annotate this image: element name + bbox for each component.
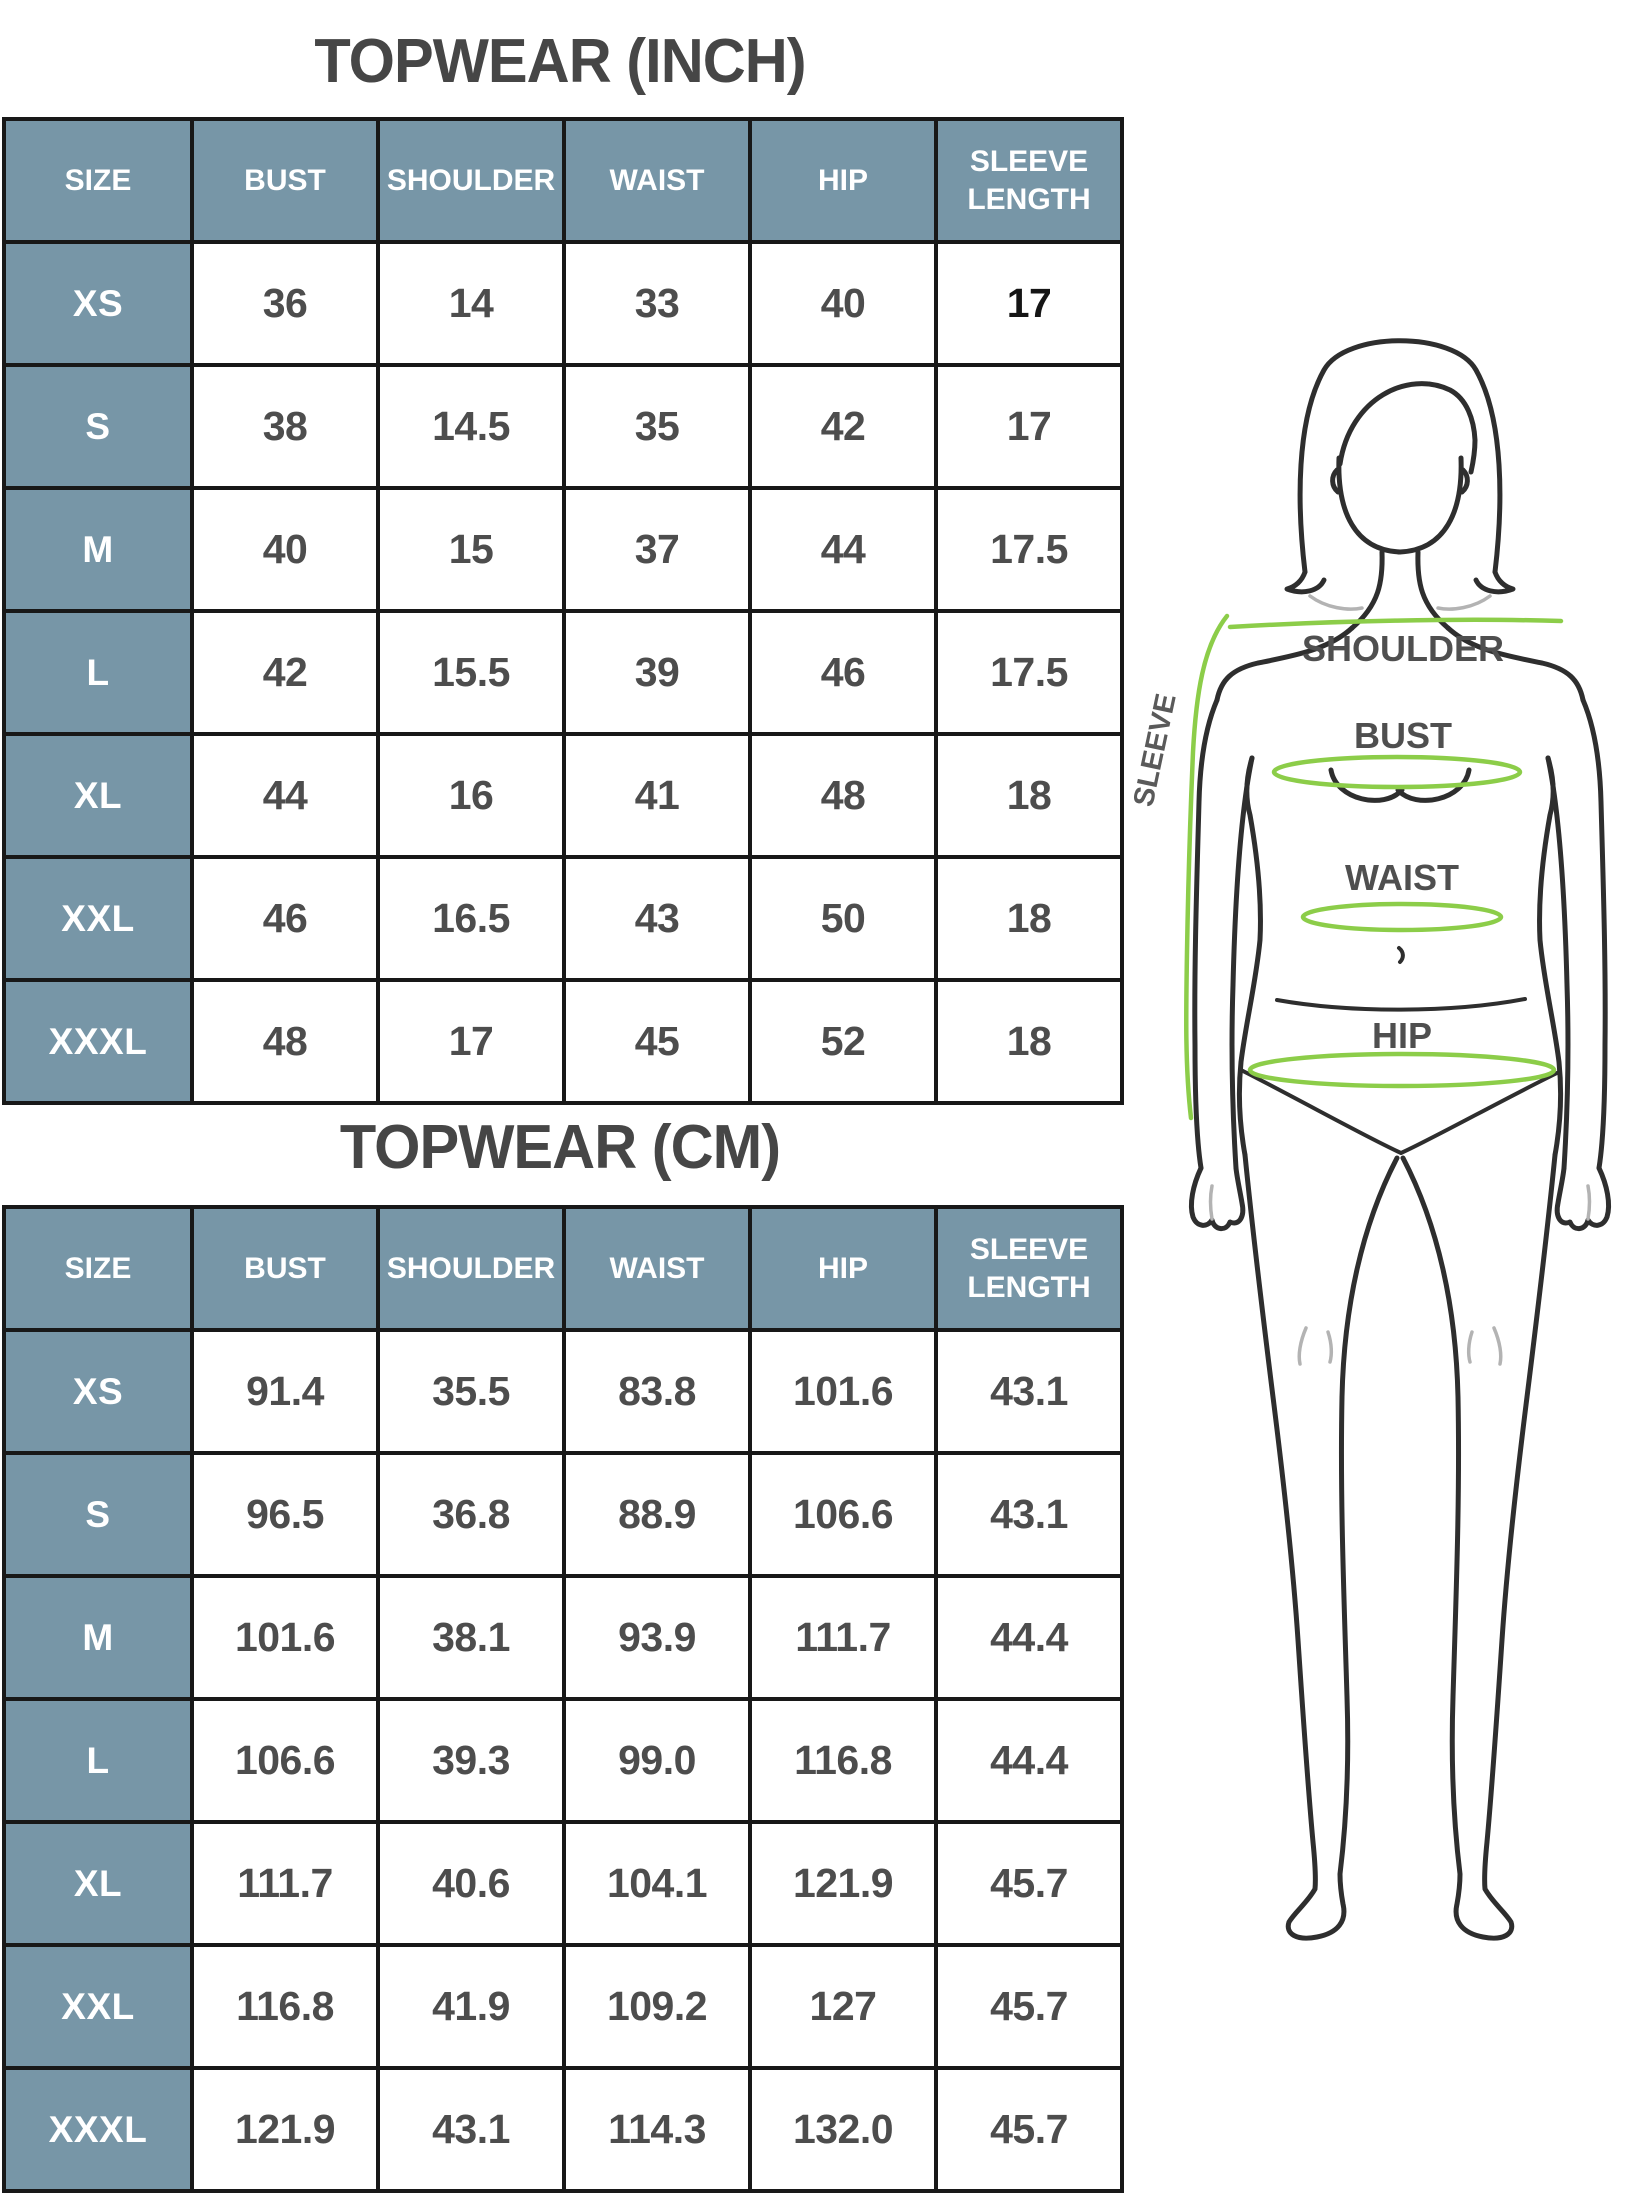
table-row [4,1453,1122,1576]
data-cell: 127 [750,1945,936,2068]
header-row [4,1207,1122,1330]
navel [1399,948,1403,962]
data-cell: 132.0 [750,2068,936,2191]
size-label: XL [4,1822,192,1945]
hand-left [1191,1168,1242,1229]
size-label: S [4,365,192,488]
data-cell: 43 [564,857,750,980]
table-row [4,1945,1122,2068]
table-row [4,1699,1122,1822]
column-header-bust: BUST [192,1207,378,1330]
data-cell: 42 [750,365,936,488]
hair-outline [1300,341,1500,572]
chart-title-inch: TOPWEAR (INCH) [314,27,806,96]
data-cell: 48 [750,734,936,857]
data-cell: 114.3 [564,2068,750,2191]
size-label: L [4,611,192,734]
data-cell: 106.6 [750,1453,936,1576]
data-cell: 44 [192,734,378,857]
size-label: M [4,1576,192,1699]
data-cell: 116.8 [750,1699,936,1822]
data-cell: 121.9 [192,2068,378,2191]
column-header-shoulder: SHOULDER [378,1207,564,1330]
hip-label: HIP [1371,1015,1433,1056]
data-cell: 41 [564,734,750,857]
data-cell: 111.7 [750,1576,936,1699]
leg-left [1245,1155,1397,1938]
data-cell: 17 [936,365,1122,488]
data-cell: 104.1 [564,1822,750,1945]
knee-mark-left-b [1328,1332,1331,1362]
topwear-inch-table [2,117,1124,1105]
column-header-hip: HIP [750,119,936,242]
table-row [4,611,1122,734]
data-cell: 121.9 [750,1822,936,1945]
size-label: S [4,1453,192,1576]
size-label: XXL [4,857,192,980]
data-cell: 38 [192,365,378,488]
chart-title-cm: TOPWEAR (CM) [339,1113,781,1182]
data-cell: 16 [378,734,564,857]
table-row [4,1822,1122,1945]
column-header-waist: WAIST [564,119,750,242]
data-cell: 101.6 [750,1330,936,1453]
hair-flip-right [1476,572,1513,592]
arm-right-outer [1583,700,1605,1168]
data-cell: 48 [192,980,378,1103]
panty-top-line [1277,999,1525,1010]
data-cell: 46 [192,857,378,980]
header-row [4,119,1122,242]
data-cell: 36.8 [378,1453,564,1576]
data-cell: 14.5 [378,365,564,488]
table-row [4,365,1122,488]
column-header-size: SIZE [4,1207,192,1330]
data-cell: 16.5 [378,857,564,980]
column-header-waist: WAIST [564,1207,750,1330]
bust-label: BUST [1354,715,1452,756]
size-label: XXXL [4,980,192,1103]
collarbone-left [1310,596,1362,609]
table-row [4,857,1122,980]
body-figure-svg [1100,300,1652,1950]
data-cell: 40.6 [378,1822,564,1945]
data-cell: 50 [750,857,936,980]
data-cell: 33 [564,242,750,365]
data-cell: 42 [192,611,378,734]
sleeve-label: SLEEVE [1127,690,1183,810]
data-cell: 43.1 [936,1453,1122,1576]
neck-right [1418,552,1448,628]
shoulder-measure-line [1230,620,1561,627]
waist-measure-ellipse [1303,904,1501,930]
figure-detail-lines [1211,596,1590,1364]
data-cell: 45.7 [936,2068,1122,2191]
table-row [4,242,1122,365]
data-cell: 45.7 [936,1822,1122,1945]
column-header-sleeve-length: SLEEVE LENGTH [936,119,1122,242]
data-cell: 17.5 [936,488,1122,611]
collarbone-right [1438,596,1490,609]
arm-left-outer [1195,700,1217,1168]
column-header-hip: HIP [750,1207,936,1330]
size-label: L [4,1699,192,1822]
data-cell: 93.9 [564,1576,750,1699]
data-cell: 36 [192,242,378,365]
body-measurement-diagram [1100,300,1652,1950]
data-cell: 45 [564,980,750,1103]
data-cell: 39.3 [378,1699,564,1822]
data-cell: 83.8 [564,1330,750,1453]
size-label: XS [4,1330,192,1453]
data-cell: 37 [564,488,750,611]
data-cell: 96.5 [192,1453,378,1576]
data-cell: 43.1 [378,2068,564,2191]
hand-right [1557,1168,1608,1229]
size-label: XL [4,734,192,857]
figure-outline [1191,341,1608,1938]
data-cell: 17.5 [936,611,1122,734]
data-cell: 109.2 [564,1945,750,2068]
data-cell: 38.1 [378,1576,564,1699]
finger-line-right [1588,1186,1590,1219]
data-cell: 99.0 [564,1699,750,1822]
data-cell: 101.6 [192,1576,378,1699]
data-cell: 111.7 [192,1822,378,1945]
table-row [4,2068,1122,2191]
data-cell: 45.7 [936,1945,1122,2068]
data-cell: 39 [564,611,750,734]
finger-line-left [1211,1186,1213,1219]
neck-left [1352,552,1382,628]
data-cell: 106.6 [192,1699,378,1822]
knee-mark-right-b [1469,1332,1472,1362]
data-cell: 44.4 [936,1699,1122,1822]
size-label: M [4,488,192,611]
data-cell: 44.4 [936,1576,1122,1699]
bust-measure-ellipse [1274,757,1520,787]
hip-measure-ellipse [1250,1054,1554,1086]
data-cell: 18 [936,857,1122,980]
data-cell: 17 [378,980,564,1103]
knee-mark-right-a [1494,1328,1501,1364]
column-header-size: SIZE [4,119,192,242]
data-cell: 18 [936,980,1122,1103]
data-cell: 15.5 [378,611,564,734]
data-cell: 40 [192,488,378,611]
topwear-cm-table [2,1205,1124,2193]
knee-mark-left-a [1299,1328,1306,1364]
data-cell: 43.1 [936,1330,1122,1453]
table-row [4,734,1122,857]
size-label: XXXL [4,2068,192,2191]
hair-fringe [1340,384,1475,472]
column-header-shoulder: SHOULDER [378,119,564,242]
size-label: XXL [4,1945,192,2068]
data-cell: 88.9 [564,1453,750,1576]
data-cell: 46 [750,611,936,734]
waist-label: WAIST [1345,857,1459,898]
data-cell: 41.9 [378,1945,564,2068]
table-row [4,488,1122,611]
column-header-sleeve-length: SLEEVE LENGTH [936,1207,1122,1330]
table-row [4,1330,1122,1453]
shoulder-label: SHOULDER [1301,628,1505,669]
data-cell: 15 [378,488,564,611]
data-cell: 44 [750,488,936,611]
hair-flip-left [1287,572,1324,592]
face-outline [1339,458,1461,552]
table-row [4,980,1122,1103]
column-header-bust: BUST [192,119,378,242]
data-cell: 17 [936,242,1122,365]
data-cell: 35.5 [378,1330,564,1453]
size-label: XS [4,242,192,365]
data-cell: 91.4 [192,1330,378,1453]
data-cell: 18 [936,734,1122,857]
data-cell: 35 [564,365,750,488]
data-cell: 14 [378,242,564,365]
data-cell: 52 [750,980,936,1103]
data-cell: 116.8 [192,1945,378,2068]
data-cell: 40 [750,242,936,365]
leg-right [1403,1155,1555,1938]
table-row [4,1576,1122,1699]
